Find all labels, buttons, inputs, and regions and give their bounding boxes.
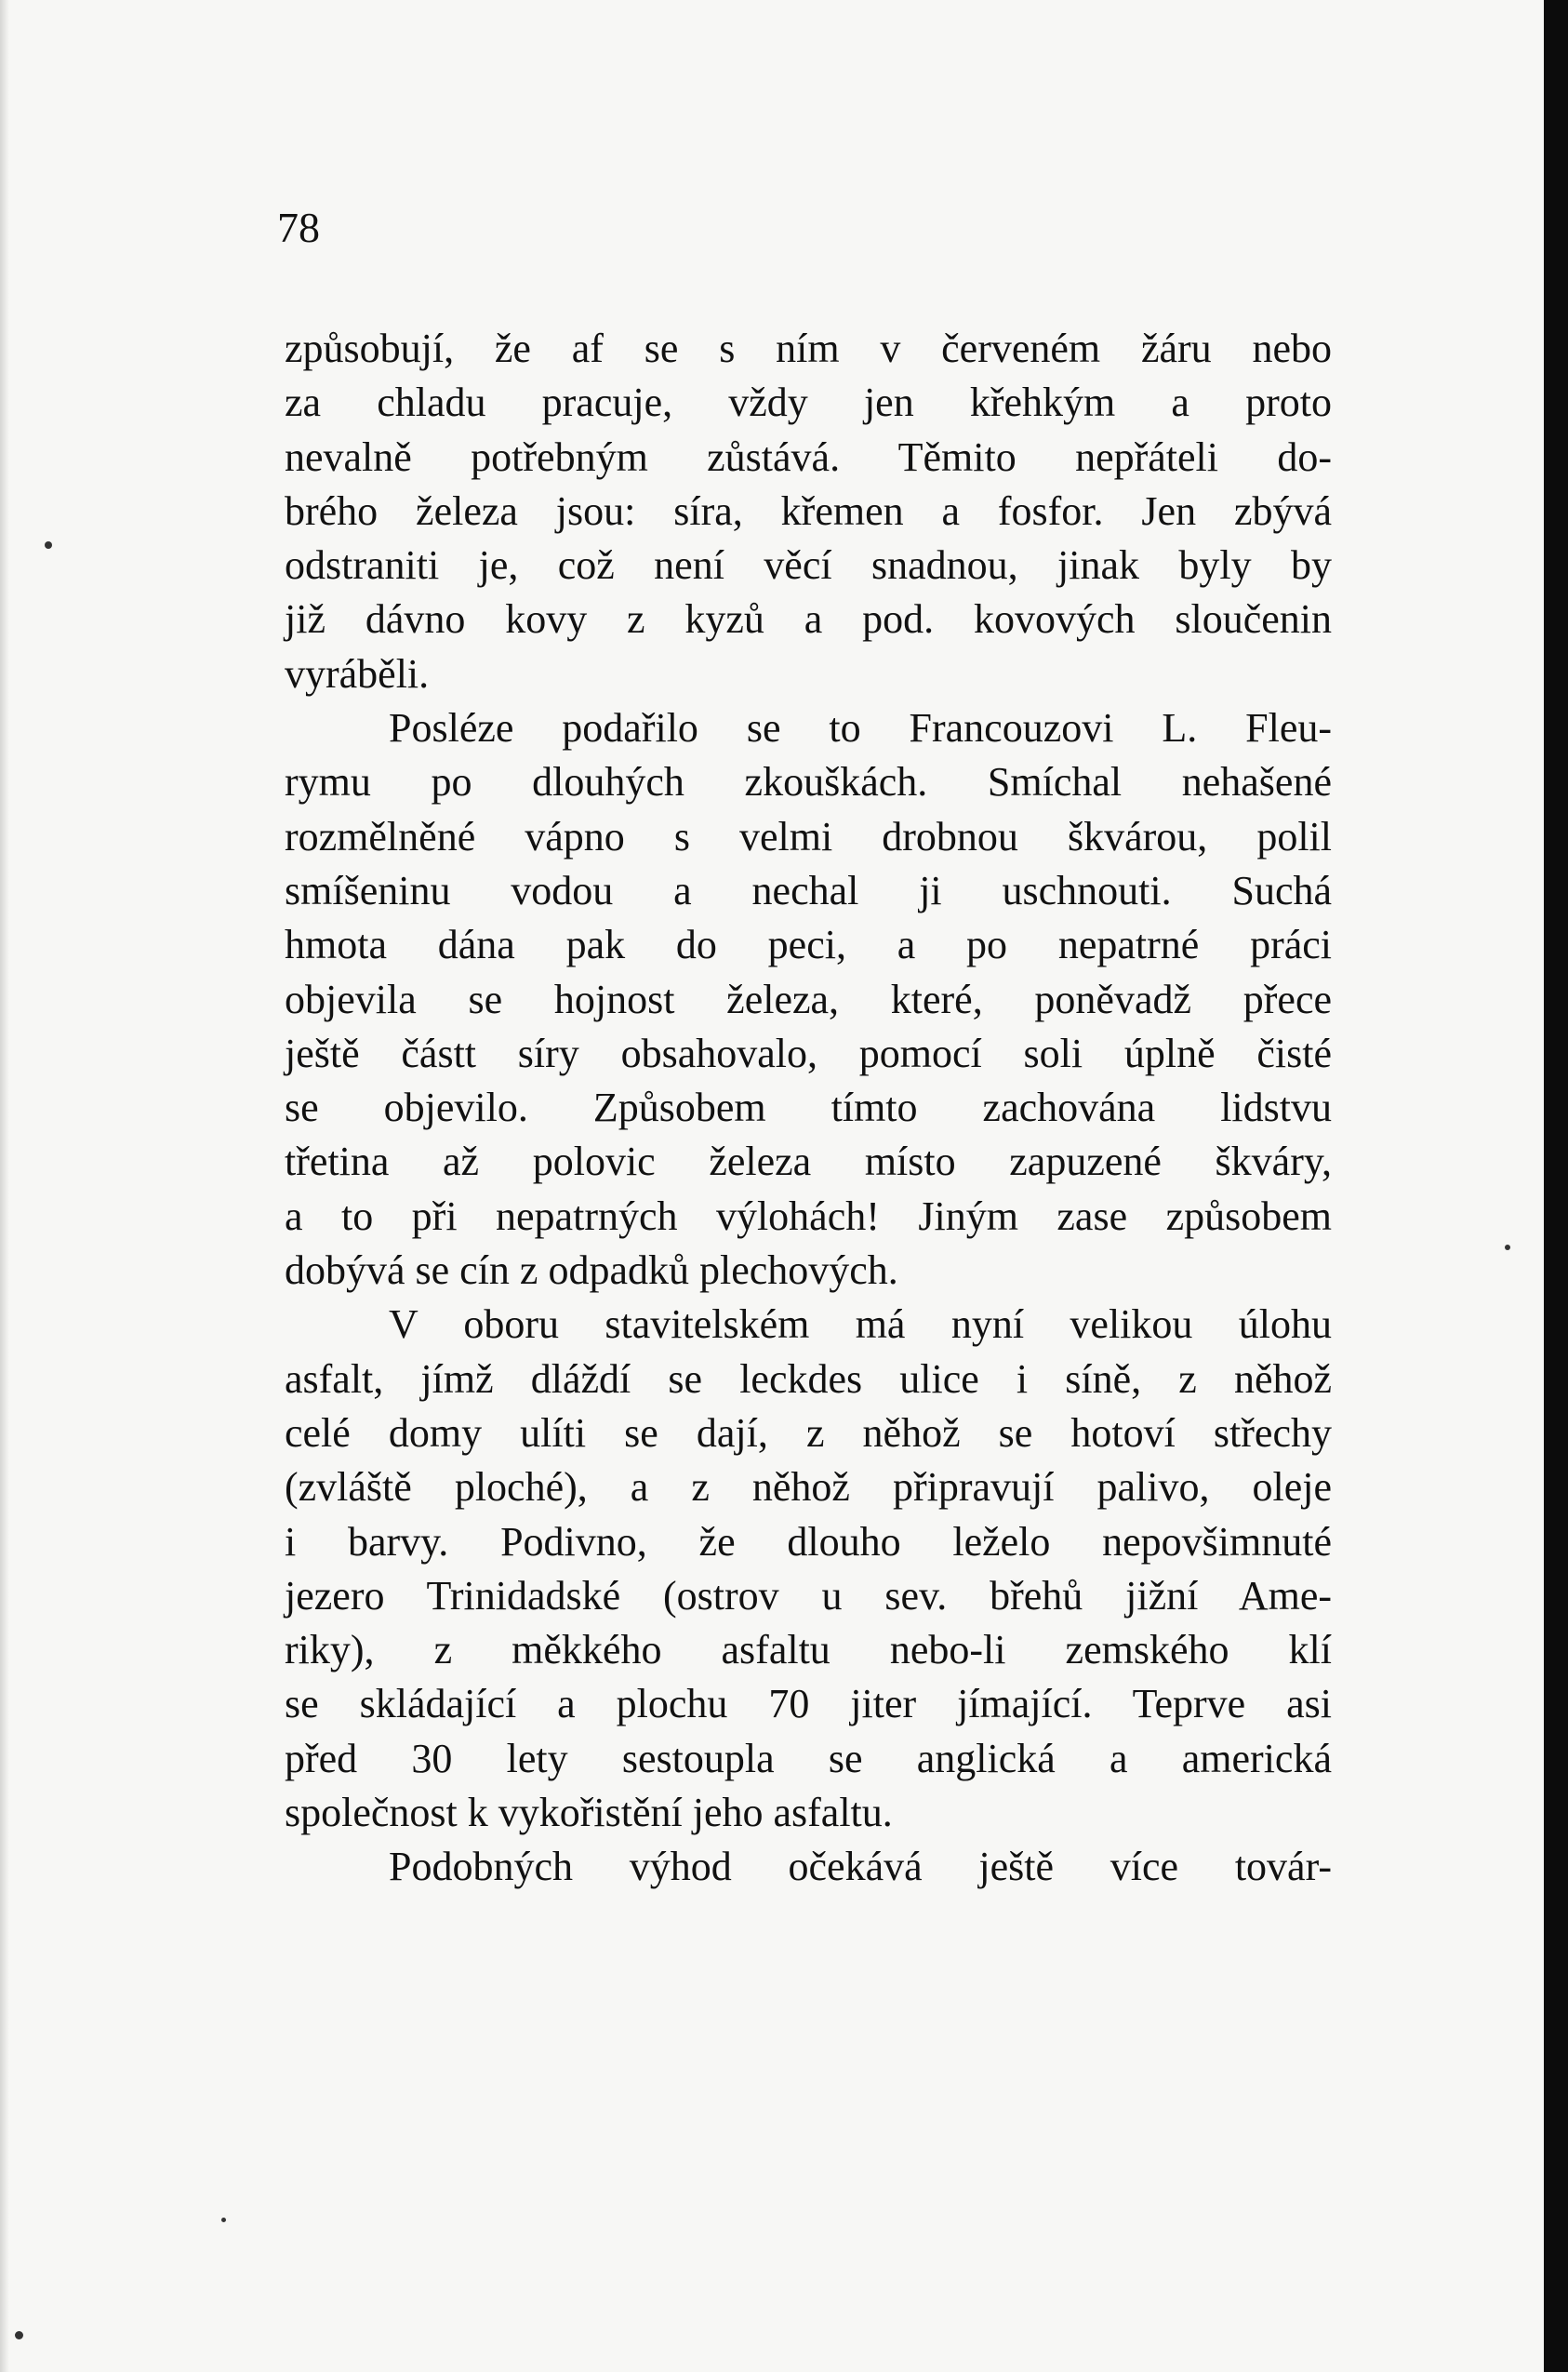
- text-line: společnost k vykořistění jeho asfaltu.: [285, 1790, 893, 1836]
- text-line: Posléze podařilo se to Francouzovi L. Fleu-: [389, 705, 1332, 752]
- text-line: se skládající a plochu 70 jiter jímající. Teprve asi: [285, 1681, 1332, 1727]
- text-line: dobývá se cín z odpadků plechových.: [285, 1247, 898, 1294]
- scan-speck: [15, 2331, 23, 2339]
- text-line: (zvláště ploché), a z něhož připravují palivo, oleje: [285, 1464, 1332, 1511]
- text-line: vyráběli.: [285, 650, 430, 697]
- text-line: způsobují, že af se s ním v červeném žáru nebo: [285, 326, 1332, 371]
- text-line: rozmělněné vápno s velmi drobnou škvárou, polil: [285, 813, 1332, 860]
- text-line: za chladu pracuje, vždy jen křehkým a proto: [285, 380, 1332, 426]
- text-line: brého železa jsou: síra, křemen a fosfor. Jen zbývá: [285, 487, 1332, 534]
- text-line: nevalně potřebným zůstává. Těmito nepřáteli do-: [285, 433, 1332, 480]
- body-text: [285, 322, 1332, 1895]
- text-line: V oboru stavitelském má nyní velikou úlohu: [389, 1301, 1332, 1348]
- book-spine-edge: [1544, 0, 1568, 2372]
- text-line: rymu po dlouhých zkouškách. Smíchal nehašené: [285, 759, 1332, 806]
- text-line: objevila se hojnost železa, které, poněvadž přece: [285, 976, 1332, 1022]
- scan-speck: [221, 2218, 226, 2222]
- text-line: ještě částt síry obsahovalo, pomocí soli úplně čisté: [285, 1030, 1332, 1076]
- text-line: celé domy ulíti se dají, z něhož se hotoví střechy: [285, 1409, 1332, 1456]
- scan-speck: [1505, 1245, 1510, 1250]
- scan-speck: [45, 541, 52, 549]
- text-line: smíšeninu vodou a nechal ji uschnouti. Suchá: [285, 867, 1332, 913]
- text-line: jezero Trinidadské (ostrov u sev. břehů jižní Ame-: [285, 1572, 1332, 1619]
- text-line: odstraniti je, což není věcí snadnou, jinak byly by: [285, 542, 1332, 589]
- text-line: Podobných výhod očekává ještě více továr-: [389, 1844, 1332, 1890]
- text-line: a to při nepatrných výlohách! Jiným zase způsobem: [285, 1193, 1332, 1239]
- text-line: před 30 lety sestoupla se anglická a americká: [285, 1735, 1332, 1781]
- text-line: i barvy. Podivno, že dlouho leželo nepovšimnuté: [285, 1518, 1332, 1565]
- text-line: se objevilo. Způsobem tímto zachována lidstvu: [285, 1085, 1332, 1131]
- page-edge-shadow: [0, 0, 9, 2372]
- text-line: asfalt, jímž dláždí se leckdes ulice i síně, z něhož: [285, 1355, 1332, 1402]
- text-line: hmota dána pak do peci, a po nepatrné práci: [285, 922, 1332, 968]
- text-line: třetina až polovic železa místo zapuzené škváry,: [285, 1139, 1332, 1185]
- page-number: 78: [277, 204, 320, 251]
- text-line: již dávno kovy z kyzů a pod. kovových sloučenin: [285, 596, 1332, 643]
- text-line: riky), z měkkého asfaltu nebo-li zemského klí: [285, 1627, 1332, 1673]
